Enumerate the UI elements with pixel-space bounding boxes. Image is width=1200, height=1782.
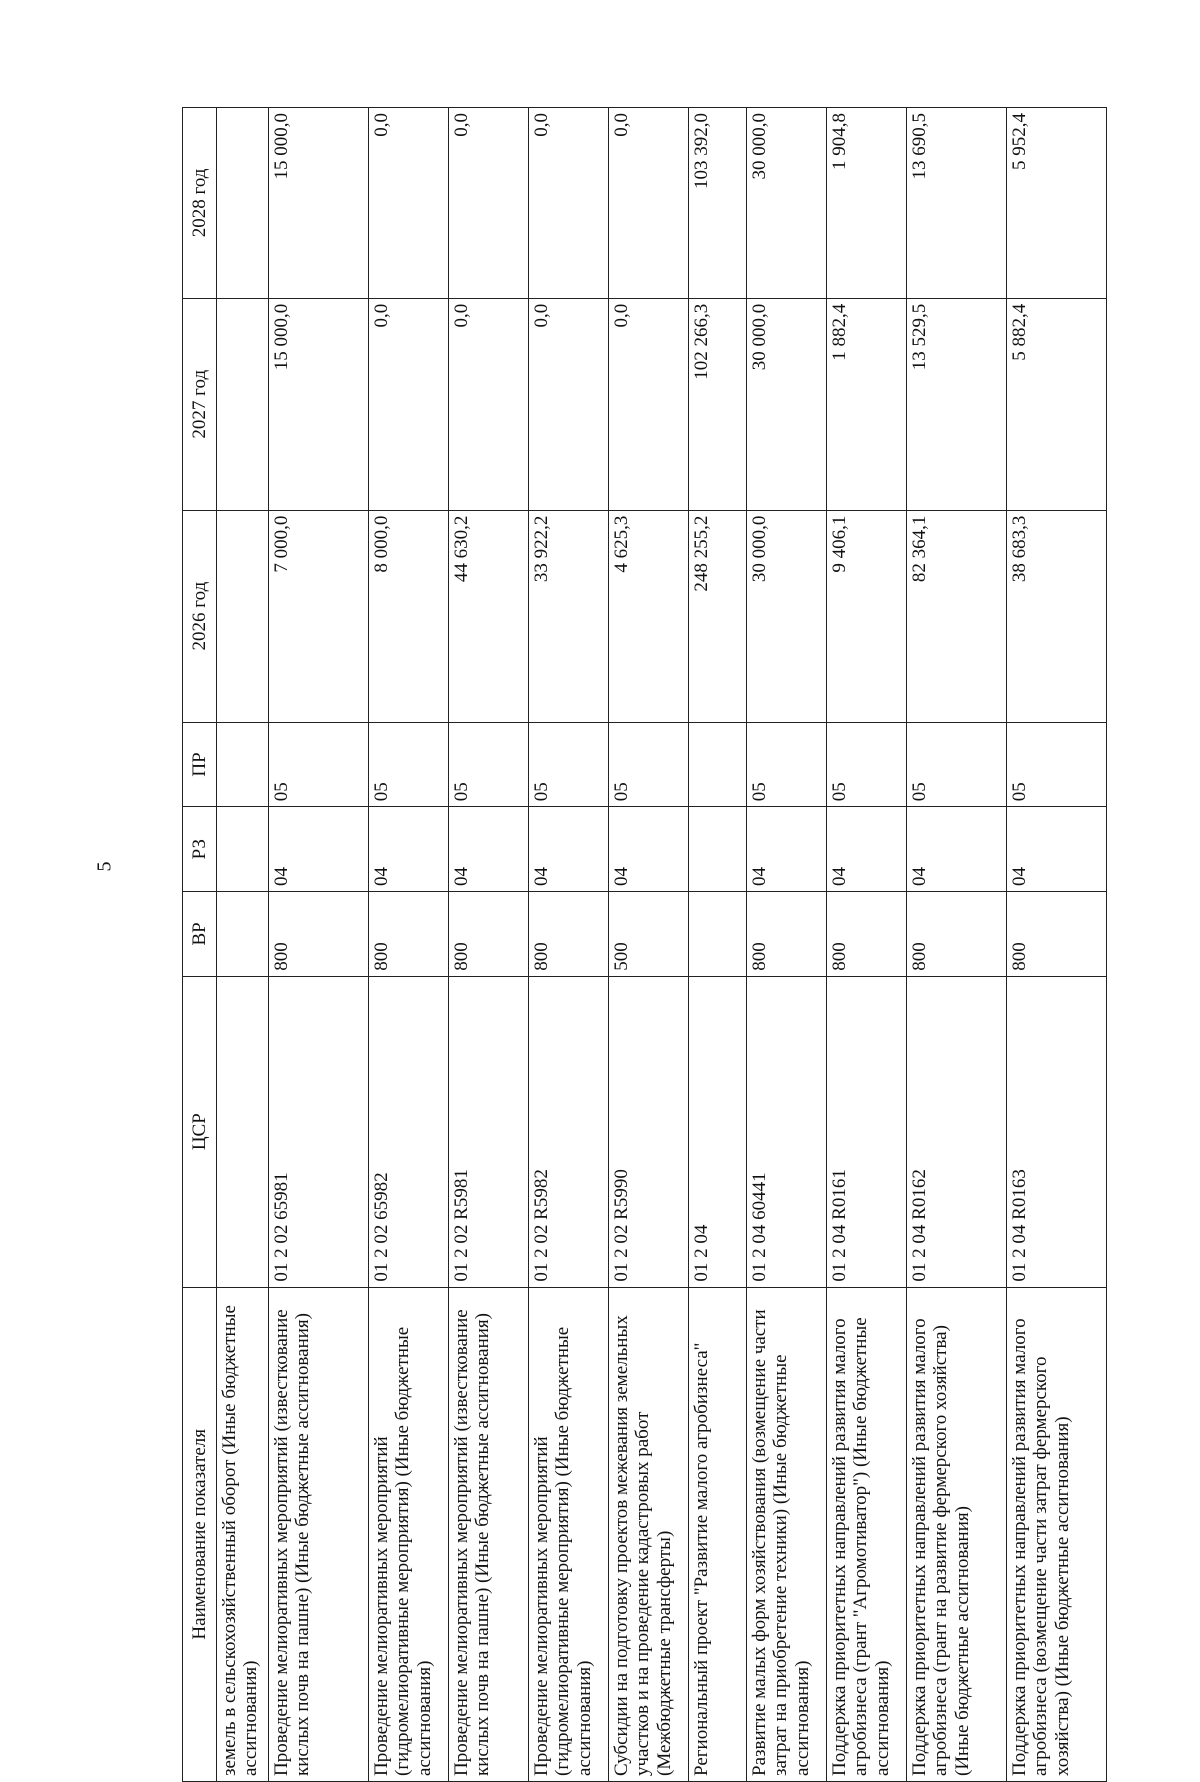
row-2026-cell: 4 625,3 [609,510,689,722]
row-2027-cell [217,298,269,510]
row-vr-cell: 800 [269,892,369,977]
row-2027-cell: 5 882,4 [1007,298,1107,510]
row-vr-cell: 500 [609,892,689,977]
row-rz-cell: 04 [529,807,609,892]
table-header-row [183,108,217,1782]
row-pr-cell: 05 [609,722,689,807]
header-cell: РЗ [183,807,217,892]
row-pr-cell: 05 [1007,722,1107,807]
table-row [609,108,689,1782]
row-csr-cell: 01 2 04 R0163 [1007,976,1107,1287]
row-2027-cell: 102 266,3 [689,298,747,510]
row-rz-cell [217,807,269,892]
row-name-cell: Проведение мелиоративных мероприятий (известкование кислых почв на пашне) (Иные бюджетные ассигнования) [449,1287,529,1781]
row-2026-cell: 44 630,2 [449,510,529,722]
row-2028-cell: 30 000,0 [747,108,827,299]
row-2028-cell: 103 392,0 [689,108,747,299]
row-rz-cell: 04 [609,807,689,892]
row-csr-cell: 01 2 02 R5982 [529,976,609,1287]
row-pr-cell [689,722,747,807]
table-row [529,108,609,1782]
row-rz-cell: 04 [827,807,907,892]
row-2026-cell: 30 000,0 [747,510,827,722]
row-2026-cell: 33 922,2 [529,510,609,722]
row-rz-cell [689,807,747,892]
row-pr-cell: 05 [369,722,449,807]
header-cell: ЦСР [183,976,217,1287]
row-name-cell: земель в сельскохозяйственный оборот (Иные бюджетные ассигнования) [217,1287,269,1781]
row-pr-cell [217,722,269,807]
row-csr-cell: 01 2 04 R0161 [827,976,907,1287]
row-vr-cell: 800 [747,892,827,977]
row-2026-cell: 9 406,1 [827,510,907,722]
row-vr-cell: 800 [827,892,907,977]
row-name-cell: Проведение мелиоративных мероприятий (известкование кислых почв на пашне) (Иные бюджетные ассигнования) [269,1287,369,1781]
row-2026-cell: 82 364,1 [907,510,1007,722]
row-2027-cell: 0,0 [529,298,609,510]
row-2028-cell [217,108,269,299]
row-csr-cell: 01 2 04 [689,976,747,1287]
table-row [449,108,529,1782]
header-cell: ПР [183,722,217,807]
row-2027-cell: 0,0 [369,298,449,510]
header-cell: ВР [183,892,217,977]
row-rz-cell: 04 [1007,807,1107,892]
row-vr-cell [217,892,269,977]
table-row [1007,108,1107,1782]
row-name-cell: Региональный проект "Развитие малого агробизнеса" [689,1287,747,1781]
row-2027-cell: 13 529,5 [907,298,1007,510]
row-2028-cell: 0,0 [529,108,609,299]
row-pr-cell: 05 [907,722,1007,807]
row-vr-cell: 800 [1007,892,1107,977]
row-rz-cell: 04 [747,807,827,892]
row-rz-cell: 04 [269,807,369,892]
table-row [689,108,747,1782]
row-csr-cell: 01 2 04 60441 [747,976,827,1287]
row-2027-cell: 0,0 [449,298,529,510]
row-2028-cell: 13 690,5 [907,108,1007,299]
row-2027-cell: 30 000,0 [747,298,827,510]
header-cell: 2028 год [183,108,217,299]
table-row [747,108,827,1782]
row-2026-cell: 248 255,2 [689,510,747,722]
row-2028-cell: 0,0 [369,108,449,299]
row-2028-cell: 15 000,0 [269,108,369,299]
row-2028-cell: 0,0 [449,108,529,299]
table-row [827,108,907,1782]
row-2028-cell: 1 904,8 [827,108,907,299]
page-number: 5 [93,861,116,872]
row-name-cell: Развитие малых форм хозяйствования (возмещение части затрат на приобретение техники) (Иные бюджетные ассигнования) [747,1287,827,1781]
table-row [217,108,269,1782]
row-name-cell: Субсидии на подготовку проектов межевания земельных участков и на проведение кадастровых работ (Межбюджетные трансферты) [609,1287,689,1781]
row-name-cell: Проведение мелиоративных мероприятий (гидромелиоративные мероприятия) (Иные бюджетные ассигнования) [369,1287,449,1781]
row-2027-cell: 15 000,0 [269,298,369,510]
row-name-cell: Поддержка приоритетных направлений развития малого агробизнеса (возмещение части затрат фермерского хозяйства) (Иные бюджетные ассигнования) [1007,1287,1107,1781]
header-cell: 2026 год [183,510,217,722]
row-csr-cell: 01 2 02 65982 [369,976,449,1287]
budget-table-container [182,107,1092,1782]
row-pr-cell: 05 [449,722,529,807]
row-csr-cell: 01 2 02 R5990 [609,976,689,1287]
row-name-cell: Проведение мелиоративных мероприятий (гидромелиоративные мероприятия) (Иные бюджетные ассигнования) [529,1287,609,1781]
row-2028-cell: 5 952,4 [1007,108,1107,299]
row-csr-cell: 01 2 02 R5981 [449,976,529,1287]
row-2028-cell: 0,0 [609,108,689,299]
row-pr-cell: 05 [269,722,369,807]
row-name-cell: Поддержка приоритетных направлений развития малого агробизнеса (грант "Агромотиватор") (Иные бюджетные ассигнования) [827,1287,907,1781]
table-row [907,108,1007,1782]
budget-table [182,107,1107,1782]
header-cell: Наименование показателя [183,1287,217,1781]
row-vr-cell: 800 [369,892,449,977]
row-2026-cell: 8 000,0 [369,510,449,722]
row-2027-cell: 0,0 [609,298,689,510]
table-row [369,108,449,1782]
row-csr-cell: 01 2 02 65981 [269,976,369,1287]
row-pr-cell: 05 [827,722,907,807]
row-csr-cell: 01 2 04 R0162 [907,976,1007,1287]
row-2027-cell: 1 882,4 [827,298,907,510]
row-pr-cell: 05 [747,722,827,807]
row-rz-cell: 04 [449,807,529,892]
row-vr-cell: 800 [529,892,609,977]
row-name-cell: Поддержка приоритетных направлений развития малого агробизнеса (грант на развитие фермерского хозяйства) (Иные бюджетные ассигнования) [907,1287,1007,1781]
row-vr-cell: 800 [449,892,529,977]
header-cell: 2027 год [183,298,217,510]
row-vr-cell [689,892,747,977]
row-2026-cell: 38 683,3 [1007,510,1107,722]
table-row [269,108,369,1782]
row-pr-cell: 05 [529,722,609,807]
row-rz-cell: 04 [907,807,1007,892]
row-2026-cell [217,510,269,722]
row-vr-cell: 800 [907,892,1007,977]
row-rz-cell: 04 [369,807,449,892]
row-2026-cell: 7 000,0 [269,510,369,722]
row-csr-cell [217,976,269,1287]
